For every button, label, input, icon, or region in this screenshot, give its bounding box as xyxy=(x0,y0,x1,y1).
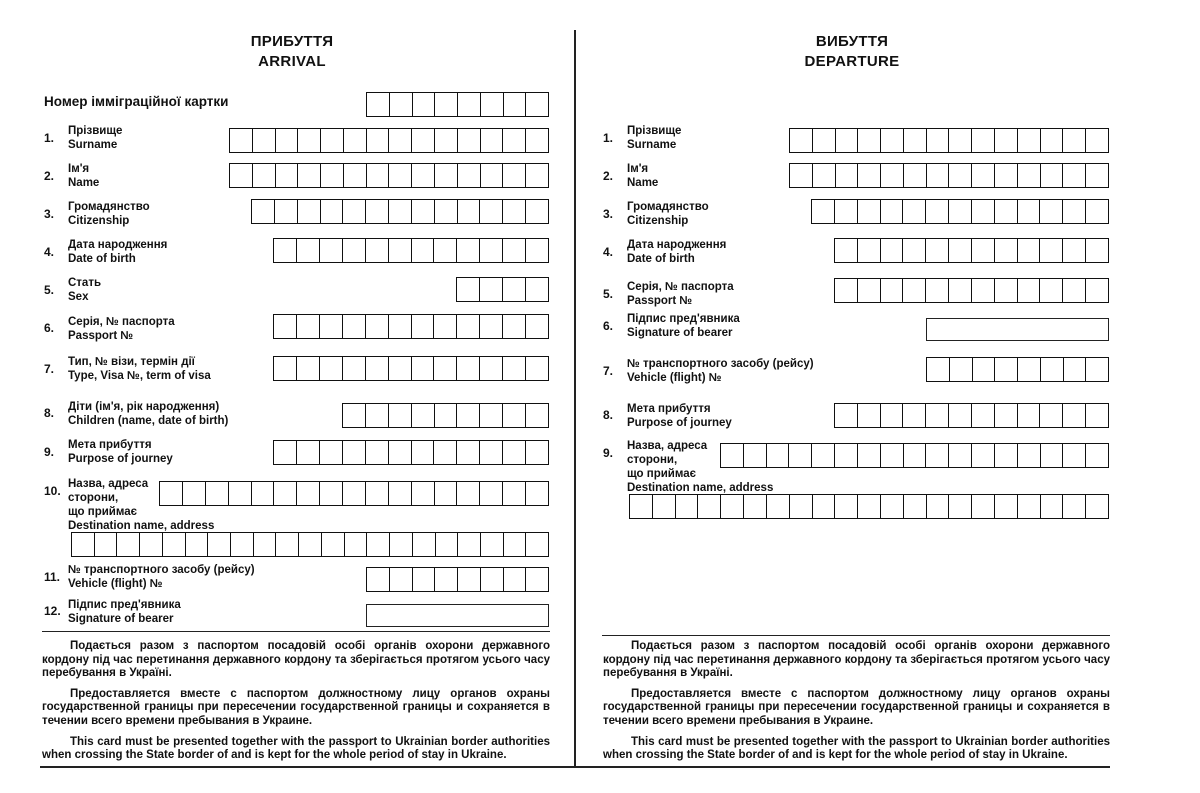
field-number: 5. xyxy=(603,287,614,301)
field-number: 9. xyxy=(603,446,614,460)
label-uk: що приймає xyxy=(627,468,696,480)
label-uk: Мета прибуття xyxy=(68,439,152,451)
label-uk: Тип, № візи, термін дії xyxy=(68,356,195,368)
field-label xyxy=(68,162,99,190)
destination-boxes-1[interactable] xyxy=(159,481,549,506)
dep-destination-boxes-1[interactable] xyxy=(720,443,1109,468)
label-uk: сторони, xyxy=(68,492,119,504)
field-number: 1. xyxy=(603,131,614,145)
label-en: Sex xyxy=(68,291,89,303)
field-label xyxy=(68,200,150,228)
field-number: 7. xyxy=(603,364,614,378)
dep-purpose-boxes[interactable] xyxy=(834,403,1109,428)
dep-destination-boxes-2[interactable] xyxy=(629,494,1109,519)
field-label xyxy=(627,238,726,266)
label-uk: Підпис пред'явника xyxy=(627,313,740,325)
surname-boxes[interactable] xyxy=(229,128,549,153)
label-en: Surname xyxy=(627,139,677,151)
card-number-label: Номер імміграційної картки xyxy=(44,94,229,109)
field-number: 2. xyxy=(603,169,614,183)
date-of-birth-boxes[interactable] xyxy=(273,238,549,263)
label-uk: Дата народження xyxy=(68,239,168,251)
passport-boxes[interactable] xyxy=(273,314,549,339)
field-label xyxy=(627,162,658,190)
note-ru: Предоставляется вместе с паспортом должностному лицу органов охраны государственной границы при пересечении государственной границы и сохраняется в течении всего времени пребывания в Украине. xyxy=(42,687,550,727)
citizenship-boxes[interactable] xyxy=(251,199,549,224)
label-uk: сторони, xyxy=(627,454,678,466)
label-uk: Серія, № паспорта xyxy=(68,316,175,328)
note-en: This card must be presented together with the passport to Ukrainian border authorities when crossing the State border of and is kept for the whole period of stay in Ukraine. xyxy=(42,735,550,762)
field-number: 3. xyxy=(44,207,55,221)
field-label xyxy=(627,312,740,340)
field-number: 7. xyxy=(44,362,55,376)
field-number: 1. xyxy=(44,131,55,145)
departure-title-en: DEPARTURE xyxy=(804,53,900,70)
label-en: Passport № xyxy=(68,330,134,342)
label-en: Children (name, date of birth) xyxy=(68,415,229,427)
label-en: Signature of bearer xyxy=(68,613,174,625)
dep-vehicle-boxes[interactable] xyxy=(926,357,1109,382)
label-uk: Стать xyxy=(68,277,102,289)
field-number: 4. xyxy=(603,245,614,259)
label-uk: що приймає xyxy=(68,506,137,518)
field-number: 9. xyxy=(44,445,55,459)
arrival-title-uk: ПРИБУТТЯ xyxy=(250,33,334,50)
label-en: Passport № xyxy=(627,295,693,307)
field-label xyxy=(627,124,681,152)
note-ru: Предоставляется вместе с паспортом должностному лицу органов охраны государственной границы при пересечении государственной границы и сохраняется в течении всего времени пребывания в Украине. xyxy=(603,687,1110,727)
dep-passport-boxes[interactable] xyxy=(834,278,1109,303)
field-label xyxy=(68,355,211,383)
field-label xyxy=(627,200,709,228)
field-number: 2. xyxy=(44,169,55,183)
note-uk: Подається разом з паспортом посадовій особі органів охорони державного кордону під час перетинання державного кордону та зберігається протягом усього часу перебування в Україні. xyxy=(603,640,1110,680)
label-en: Type, Visa №, term of visa xyxy=(68,370,211,382)
label-uk: Громадянство xyxy=(627,201,709,213)
label-en: Vehicle (flight) № xyxy=(627,372,722,384)
label-en: Destination name, address xyxy=(68,520,215,532)
field-number: 11. xyxy=(44,570,61,584)
label-en: Date of birth xyxy=(68,253,136,265)
arrival-title-en: ARRIVAL xyxy=(258,53,326,70)
label-en: Destination name, address xyxy=(627,482,774,494)
label-en: Surname xyxy=(68,139,118,151)
departure-notes xyxy=(603,640,1110,770)
dep-date-of-birth-boxes[interactable] xyxy=(834,238,1109,263)
departure-title-uk: ВИБУТТЯ xyxy=(815,33,889,50)
label-uk: № транспортного засобу (рейсу) xyxy=(627,358,814,370)
field-number: 8. xyxy=(44,406,55,420)
label-en: Date of birth xyxy=(627,253,695,265)
label-en: Name xyxy=(68,177,100,189)
note-en: This card must be presented together with the passport to Ukrainian border authorities when crossing the State border of and is kept for the whole period of stay in Ukraine. xyxy=(603,735,1110,762)
field-number: 8. xyxy=(603,408,614,422)
card-number-boxes[interactable] xyxy=(366,92,549,117)
label-uk: Прізвище xyxy=(68,125,123,137)
arrival-notes xyxy=(42,640,550,770)
label-uk: Назва, адреса xyxy=(627,440,708,452)
field-label xyxy=(68,276,101,304)
children-boxes[interactable] xyxy=(342,403,549,428)
purpose-boxes[interactable] xyxy=(273,440,549,465)
label-en: Citizenship xyxy=(627,215,689,227)
dep-name-boxes[interactable] xyxy=(789,163,1109,188)
label-en: Citizenship xyxy=(68,215,130,227)
field-label xyxy=(627,280,734,308)
field-number: 3. xyxy=(603,207,614,221)
sex-boxes[interactable] xyxy=(456,277,549,302)
label-uk: Підпис пред'явника xyxy=(68,599,181,611)
label-uk: Прізвище xyxy=(627,125,682,137)
field-label xyxy=(68,598,181,626)
field-number: 5. xyxy=(44,283,55,297)
signature-box[interactable] xyxy=(366,604,549,627)
field-label xyxy=(68,238,167,266)
field-number: 6. xyxy=(603,319,614,333)
label-uk: Дата народження xyxy=(627,239,727,251)
label-en: Vehicle (flight) № xyxy=(68,578,163,590)
dep-surname-boxes[interactable] xyxy=(789,128,1109,153)
vehicle-boxes[interactable] xyxy=(366,567,549,592)
label-en: Purpose of journey xyxy=(68,453,173,465)
field-number: 10. xyxy=(44,484,61,498)
label-uk: № транспортного засобу (рейсу) xyxy=(68,564,255,576)
destination-boxes-2[interactable] xyxy=(71,532,549,557)
field-label xyxy=(68,124,122,152)
label-uk: Ім'я xyxy=(627,163,649,175)
center-divider xyxy=(574,30,576,768)
field-label xyxy=(68,563,255,591)
field-label xyxy=(627,402,732,430)
field-number: 12. xyxy=(44,604,61,618)
label-uk: Діти (ім'я, рік народження) xyxy=(68,401,220,413)
visa-boxes[interactable] xyxy=(273,356,549,381)
field-label xyxy=(68,400,228,428)
label-uk: Серія, № паспорта xyxy=(627,281,734,293)
label-uk: Ім'я xyxy=(68,163,90,175)
notes-rule-left xyxy=(42,631,550,632)
note-uk: Подається разом з паспортом посадовій особі органів охорони державного кордону під час перетинання державного кордону та зберігається протягом усього часу перебування в Україні. xyxy=(42,640,550,680)
field-label xyxy=(68,438,173,466)
notes-rule-right xyxy=(602,635,1110,636)
field-number: 6. xyxy=(44,321,55,335)
name-boxes[interactable] xyxy=(229,163,549,188)
field-number: 4. xyxy=(44,245,55,259)
label-uk: Громадянство xyxy=(68,201,150,213)
label-en: Signature of bearer xyxy=(627,327,733,339)
dep-citizenship-boxes[interactable] xyxy=(811,199,1109,224)
label-uk: Мета прибуття xyxy=(627,403,711,415)
field-label xyxy=(627,357,814,385)
dep-signature-box[interactable] xyxy=(926,318,1109,341)
field-label xyxy=(68,315,175,343)
label-en: Purpose of journey xyxy=(627,417,732,429)
label-en: Name xyxy=(627,177,659,189)
label-uk: Назва, адреса xyxy=(68,478,149,490)
